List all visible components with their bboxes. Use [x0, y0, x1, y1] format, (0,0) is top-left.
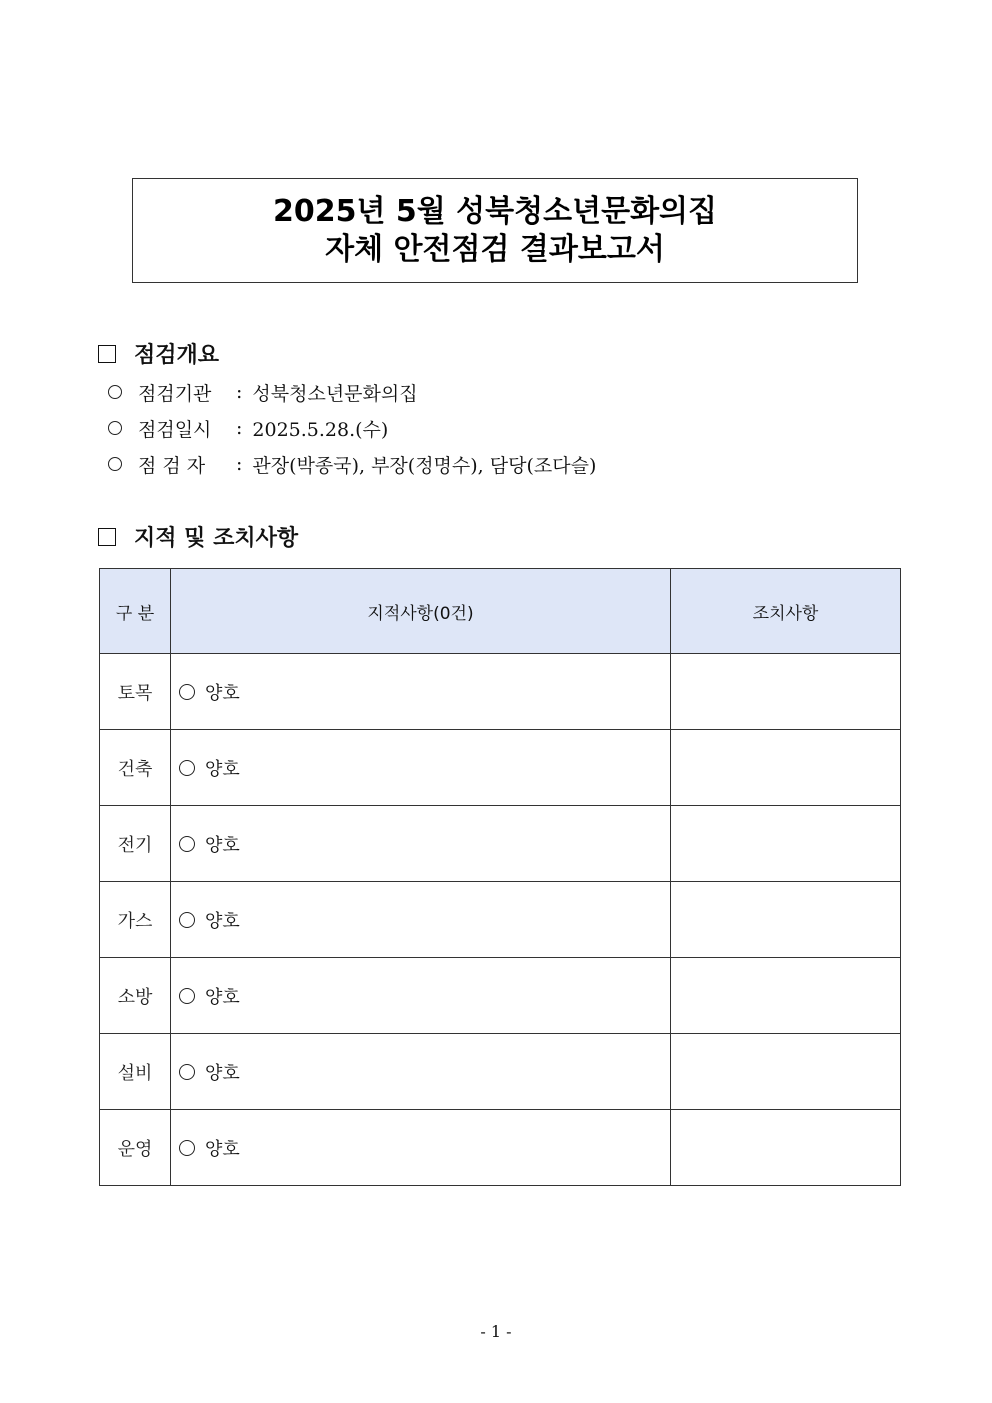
row-finding — [171, 1110, 671, 1186]
overview-item-label: 점검기관 — [138, 382, 212, 405]
table-row — [100, 730, 901, 806]
circle-bullet-icon — [179, 1140, 195, 1156]
table-row — [100, 958, 901, 1034]
row-category: 운영 — [100, 1110, 171, 1186]
table-header-row — [100, 569, 901, 654]
overview-item-colon: : — [236, 381, 243, 403]
row-action — [671, 806, 901, 882]
row-finding — [171, 958, 671, 1034]
overview-list — [108, 374, 596, 482]
row-finding — [171, 1034, 671, 1110]
overview-item-colon: : — [236, 453, 243, 475]
circle-bullet-icon — [179, 912, 195, 928]
circle-bullet-icon — [179, 760, 195, 776]
circle-bullet-icon — [108, 385, 122, 399]
page-number: - 1 - — [480, 1322, 512, 1341]
checkbox-square-icon — [98, 345, 116, 363]
row-category: 가스 — [100, 882, 171, 958]
circle-bullet-icon — [179, 836, 195, 852]
row-finding-text: 양호 — [205, 986, 240, 1008]
table-row — [100, 882, 901, 958]
row-category: 소방 — [100, 958, 171, 1034]
section-overview-heading — [96, 338, 219, 369]
header-category: 구 분 — [100, 569, 171, 654]
findings-table — [99, 568, 901, 1186]
row-category: 건축 — [100, 730, 171, 806]
row-category: 설비 — [100, 1034, 171, 1110]
checkbox-square-icon — [98, 528, 116, 546]
row-finding — [171, 654, 671, 730]
overview-item-value: 성북청소년문화의집 — [252, 382, 418, 405]
row-action — [671, 654, 901, 730]
section-findings-heading — [96, 521, 298, 552]
circle-bullet-icon — [108, 457, 122, 471]
circle-bullet-icon — [108, 421, 122, 435]
header-findings: 지적사항(0건) — [171, 569, 671, 654]
row-finding-text: 양호 — [205, 834, 240, 856]
row-action — [671, 1034, 901, 1110]
row-action — [671, 882, 901, 958]
row-finding — [171, 806, 671, 882]
table-row — [100, 806, 901, 882]
row-finding-text: 양호 — [205, 682, 240, 704]
overview-item-value: 관장(박종국), 부장(정명수), 담당(조다슬) — [252, 454, 597, 477]
row-finding-text: 양호 — [205, 1138, 240, 1160]
section-findings-title: 지적 및 조치사항 — [134, 526, 299, 551]
report-title-line1: 2025년 5월 성북청소년문화의집 — [272, 193, 718, 229]
table-row — [100, 654, 901, 730]
row-action — [671, 730, 901, 806]
report-title-box — [132, 178, 858, 283]
overview-item-inspector — [108, 446, 596, 482]
row-category: 전기 — [100, 806, 171, 882]
table-row — [100, 1110, 901, 1186]
overview-item-colon: : — [236, 417, 243, 439]
row-action — [671, 1110, 901, 1186]
circle-bullet-icon — [179, 1064, 195, 1080]
report-title-line2: 자체 안전점검 결과보고서 — [325, 231, 665, 267]
row-action — [671, 958, 901, 1034]
row-finding-text: 양호 — [205, 1062, 240, 1084]
overview-item-date — [108, 410, 596, 446]
circle-bullet-icon — [179, 988, 195, 1004]
table-row — [100, 1034, 901, 1110]
row-finding — [171, 882, 671, 958]
section-overview-title: 점검개요 — [134, 343, 220, 368]
overview-item-label: 점검일시 — [138, 418, 212, 441]
row-finding-text: 양호 — [205, 910, 240, 932]
row-finding-text: 양호 — [205, 758, 240, 780]
overview-item-agency — [108, 374, 596, 410]
row-finding — [171, 730, 671, 806]
overview-item-value: 2025.5.28.(수) — [252, 418, 389, 441]
circle-bullet-icon — [179, 684, 195, 700]
row-category: 토목 — [100, 654, 171, 730]
overview-item-label: 점 검 자 — [138, 454, 206, 477]
header-actions: 조치사항 — [671, 569, 901, 654]
